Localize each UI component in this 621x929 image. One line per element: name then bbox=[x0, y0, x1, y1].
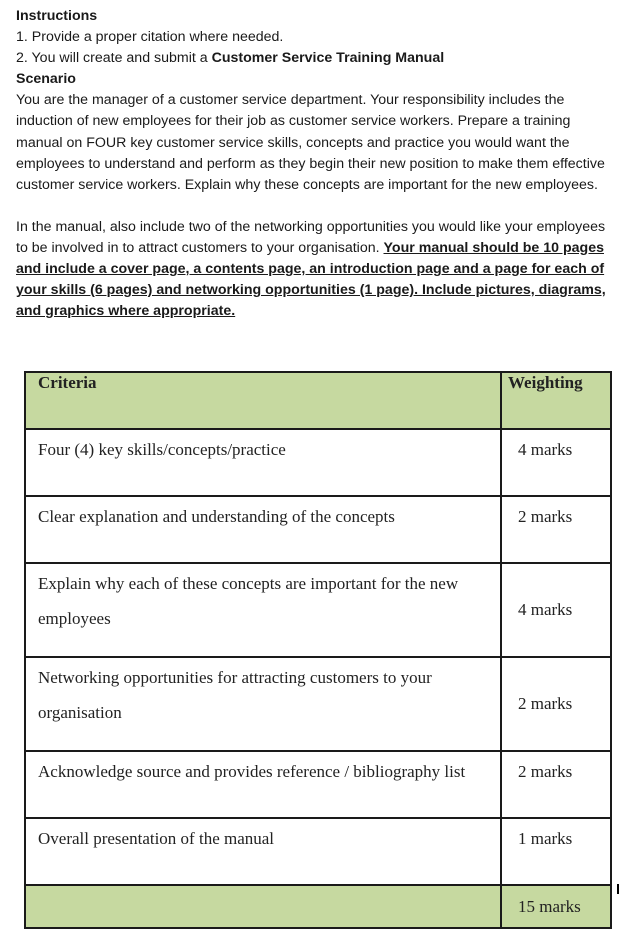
table-row bbox=[25, 657, 611, 751]
table-row bbox=[25, 818, 611, 885]
scenario-paragraph-2 bbox=[16, 217, 616, 322]
table-row bbox=[25, 751, 611, 818]
document-body bbox=[16, 6, 616, 322]
criteria-cell: Four (4) key skills/concepts/practice bbox=[25, 429, 501, 496]
total-row bbox=[25, 885, 611, 928]
criteria-cell: Clear explanation and understanding of the concepts bbox=[25, 496, 501, 563]
marking-rubric-table bbox=[24, 371, 612, 929]
weighting-cell: 2 marks bbox=[501, 657, 611, 751]
manual-requirements: Your manual should be 10 pages and include a cover page, a contents page, an introduction page and a page for each of your skills (6 pages) and networking opportunities (1 page). Include pictures, diagrams, and graphics where appropriate. bbox=[16, 239, 606, 320]
table-header-row bbox=[25, 372, 611, 429]
weighting-header: Weighting bbox=[501, 372, 611, 429]
criteria-cell: Networking opportunities for attracting customers to your organisation bbox=[25, 657, 501, 751]
weighting-cell: 1 marks bbox=[501, 818, 611, 885]
criteria-cell: Overall presentation of the manual bbox=[25, 818, 501, 885]
table-row bbox=[25, 496, 611, 563]
networking-text: In the manual, also include two of the networking opportunities you would like your employees to be involved in to attract customers to your organisation. bbox=[16, 218, 606, 256]
instruction-item-2 bbox=[16, 48, 616, 69]
weighting-cell: 2 marks bbox=[501, 751, 611, 818]
text-cursor bbox=[617, 884, 619, 894]
weighting-cell: 4 marks bbox=[501, 429, 611, 496]
scenario-heading: Scenario bbox=[16, 71, 76, 88]
total-marks: 15 marks bbox=[501, 885, 611, 928]
weighting-cell: 4 marks bbox=[501, 563, 611, 657]
instruction-item-2-text: 2. You will create and submit a bbox=[16, 50, 212, 67]
paragraph-gap bbox=[16, 196, 616, 217]
instruction-item-1: 1. Provide a proper citation where needed. bbox=[16, 29, 284, 46]
criteria-cell: Acknowledge source and provides reference / bibliography list bbox=[25, 751, 501, 818]
scenario-paragraph-1: You are the manager of a customer service department. Your responsibility includes the induction of new employees for their job as customer service workers. Prepare a training manual on FOUR key customer service skills, concepts and practice you would want the employees to understand and perform as they begin their new position to make them effective customer service workers. Explain why these concepts are important for the new employees. bbox=[16, 92, 605, 193]
total-label-cell bbox=[25, 885, 501, 928]
instructions-heading: Instructions bbox=[16, 8, 98, 24]
criteria-header: Criteria bbox=[25, 372, 501, 429]
table-row bbox=[25, 563, 611, 657]
criteria-cell: Explain why each of these concepts are important for the new employees bbox=[25, 563, 501, 657]
table-row bbox=[25, 429, 611, 496]
weighting-cell: 2 marks bbox=[501, 496, 611, 563]
manual-title: Customer Service Training Manual bbox=[211, 50, 445, 67]
